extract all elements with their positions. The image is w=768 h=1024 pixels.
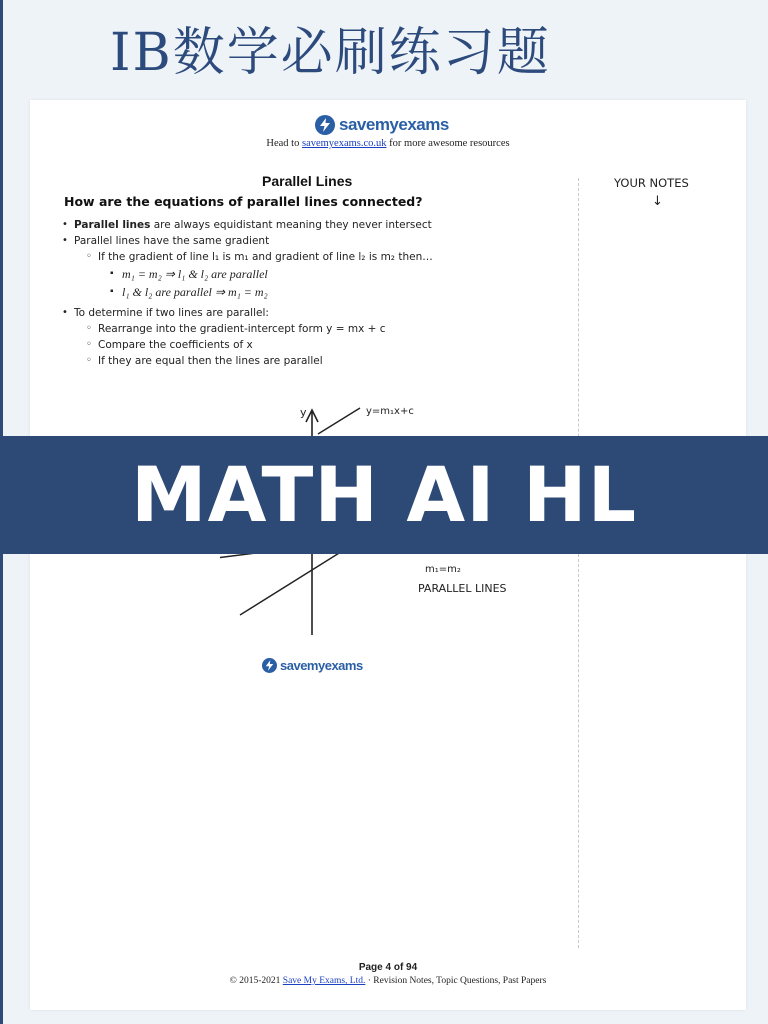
tagline-suffix: for more awesome resources [389,138,510,149]
brand-name: savemyexams [339,115,449,134]
savemyexams-logo-bottom[interactable] [262,658,363,673]
page-title: IB数学必刷练习题 [110,23,551,83]
footer-link[interactable]: Save My Exams, Ltd. [282,976,366,986]
savemyexams-logo-top[interactable] [315,115,449,135]
diagram-caption: PARALLEL LINES [418,582,507,595]
subject-banner [0,436,768,554]
down-arrow-icon: ↓ [652,194,663,209]
relation-label: m₁=m₂ [425,564,461,575]
lightning-bolt-icon [262,658,277,673]
section-title: Parallel Lines [262,173,353,189]
list-subitem: ◦ Compare the coefficients of x [86,339,253,351]
y-axis-label: y [300,406,307,419]
notes-divider [578,178,579,948]
list-subitem: ◦ If they are equal then the lines are parallel [86,355,323,367]
document-page [30,100,746,1010]
list-subsubitem: ▪ l₁ & l₂ are parallel ⇒ m₁ = m₂ [110,285,268,299]
list-item: • To determine if two lines are parallel: [62,307,269,319]
banner-text: MATH AI HL [130,450,638,539]
your-notes-label: YOUR NOTES [614,176,689,190]
brand-name: savemyexams [280,658,363,673]
tagline-prefix: Head to [266,138,300,149]
savemyexams-link[interactable]: savemyexams.co.uk [301,138,387,149]
list-subitem: ◦ Rearrange into the gradient-intercept form y = mx + c [86,323,386,335]
notes-list [62,217,433,369]
line-1-label: y=m₁x+c [366,406,414,417]
lightning-bolt-icon [315,115,335,135]
tagline [30,138,746,149]
section-question: How are the equations of parallel lines connected? [64,194,423,209]
list-item: • Parallel lines have the same gradient [62,235,270,247]
list-subsubitem: ▪ m₁ = m₂ ⇒ l₁ & l₂ are parallel [110,267,268,281]
list-item: • Parallel lines are always equidistant meaning they never intersect [62,219,432,231]
list-subitem: ◦ If the gradient of line l₁ is m₁ and gradient of line l₂ is m₂ then… [86,251,433,263]
line-1-top [318,408,360,434]
bold-term: Parallel lines [74,219,151,231]
page-number: Page 4 of 94 [358,962,418,973]
footer: © 2015-2021 Save My Exams, Ltd. · Revision Notes, Topic Questions, Past Papers [229,976,547,986]
